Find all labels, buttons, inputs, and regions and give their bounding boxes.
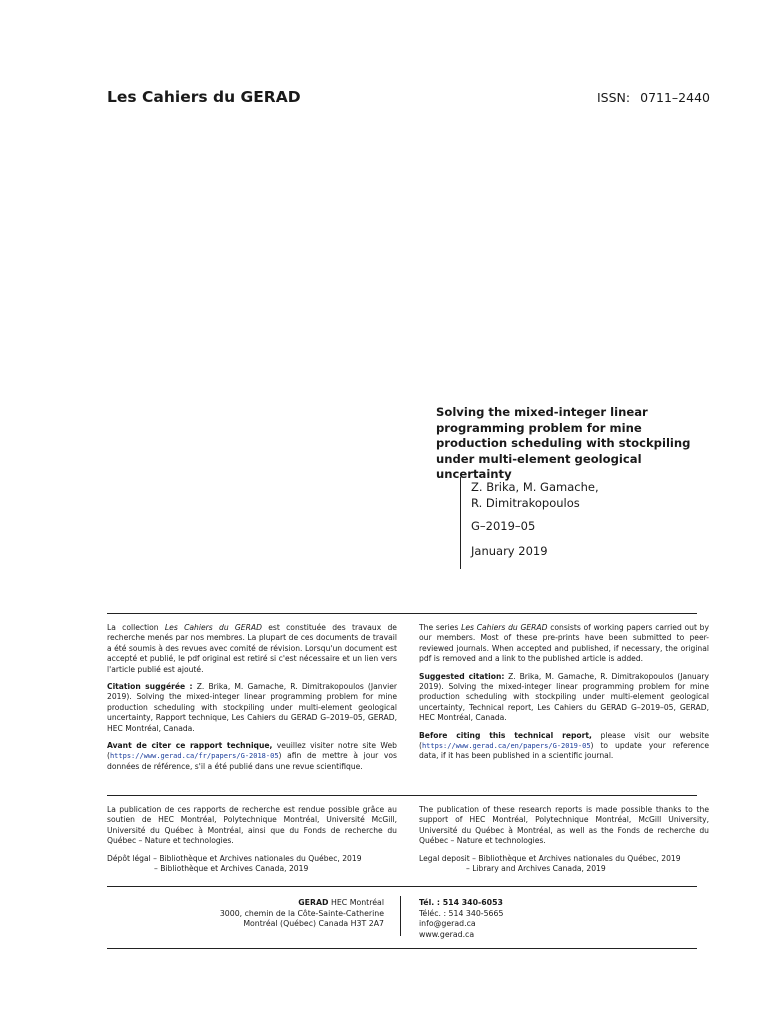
authors-line-1: Z. Brika, M. Gamache, — [471, 480, 599, 494]
french-intro: La collection Les Cahiers du GERAD est constituée des travaux de recherche menés par nos membres. La plupart de ces documents de travail a été soumis à des revues avec comité de révision. Lorsqu'un document est accepté et publié, le pdf original est retiré si c'est nécessaire et un lien vers l'article publié est ajouté. — [107, 623, 397, 674]
english-before-citing: Before citing this technical report, please visit our website (https://www.gerad.ca/en/papers/G-2019-05) to update your reference data, if it has been published in a scientific journal. — [419, 730, 709, 761]
divider-top — [107, 613, 697, 614]
english-series-name: Les Cahiers du GERAD — [461, 623, 548, 632]
paper-title: Solving the mixed-integer linear programming problem for mine production scheduling with stockpiling under multi-element geological uncertainty — [436, 405, 691, 482]
english-notice — [419, 623, 709, 769]
issn-value: 0711–2440 — [640, 90, 710, 105]
french-legal-deposit: Dépôt légal – Bibliothèque et Archives nationales du Québec, 2019 – Bibliothèque et Archives Canada, 2019 — [107, 853, 362, 874]
french-funding-block — [107, 805, 397, 881]
contact-phone: Tél. : 514 340-6053 — [419, 898, 503, 907]
french-citation-label: Citation suggérée : — [107, 682, 193, 692]
english-paper-link[interactable]: https://www.gerad.ca/en/papers/G-2019-05 — [421, 742, 591, 751]
address-divider — [400, 896, 401, 936]
report-date: January 2019 — [471, 543, 548, 558]
series-title: Les Cahiers du GERAD — [107, 88, 301, 106]
address-org: GERAD HEC Montréal — [298, 898, 384, 907]
issn — [597, 90, 710, 105]
divider-bottom — [107, 886, 697, 887]
address-city: Montréal (Québec) Canada H3T 2A7 — [243, 919, 384, 928]
english-before-label: Before citing this technical report, — [419, 730, 592, 740]
french-funding: La publication de ces rapports de recherche est rendue possible grâce au soutien de HEC Montréal, Polytechnique Montréal, Université McGill, Université du Québec à Montréal, ainsi que du Fonds de recherche du Québec – Nature et technologies. — [107, 805, 397, 846]
authors-line-2: R. Dimitrakopoulos — [471, 495, 580, 510]
contact-info — [419, 898, 619, 940]
french-before-citing: Avant de citer ce rapport technique, veuillez visiter notre site Web (https://www.gerad.ca/fr/papers/G-2018-05) afin de mettre à jour vos données de référence, s'il a été publié dans une revue scientifique. — [107, 741, 397, 771]
contact-email[interactable]: info@gerad.ca — [419, 919, 476, 928]
issn-label: ISSN: — [597, 90, 631, 105]
english-intro: The series Les Cahiers du GERAD consists of working papers carried out by our members. Most of these pre-prints have been submitted to peer-reviewed journals. When accepted and published, if necessary, the original pdf is removed and a link to the published article is added. — [419, 623, 709, 664]
french-paper-link[interactable]: https://www.gerad.ca/fr/papers/G-2018-05 — [109, 752, 279, 761]
english-funding-block — [419, 805, 709, 881]
contact-fax: Téléc. : 514 340-5665 — [419, 908, 504, 918]
address-street: 3000, chemin de la Côte-Sainte-Catherine — [219, 908, 384, 918]
divider-middle — [107, 795, 697, 796]
english-citation-label: Suggested citation: — [419, 671, 505, 681]
report-number: G–2019–05 — [471, 519, 536, 533]
paper-meta — [460, 477, 711, 569]
divider-footer — [107, 948, 697, 949]
english-citation: Suggested citation: Z. Brika, M. Gamache, R. Dimitrakopoulos (January 2019). Solving the mixed-integer linear programming problem for mine production scheduling with stockpiling under multi-element geological uncertainty, Technical report, Les Cahiers du GERAD G–2019–05, GERAD, HEC Montréal, Canada. — [419, 671, 709, 723]
french-series-name: Les Cahiers du GERAD — [164, 623, 262, 632]
french-citation: Citation suggérée : Z. Brika, M. Gamache, R. Dimitrakopoulos (Janvier 2019). Solving the mixed-integer linear programming problem for mine production scheduling with stockpiling under multi-element geological uncertainty, Rapport technique, Les Cahiers du GERAD G–2019–05, GERAD, HEC Montréal, Canada. — [107, 682, 398, 733]
french-before-label: Avant de citer ce rapport technique, — [107, 741, 273, 751]
postal-address — [150, 898, 384, 930]
french-notice — [107, 623, 397, 779]
contact-website[interactable]: www.gerad.ca — [419, 929, 475, 939]
english-legal-deposit: Legal deposit – Bibliothèque et Archives nationales du Québec, 2019 – Library and Archives Canada, 2019 — [419, 853, 681, 874]
english-funding: The publication of these research reports is made possible thanks to the support of HEC Montréal, Polytechnique Montréal, McGill University, Université du Québec à Montréal, as well as the Fonds de recherche du Québec – Nature et technologies. — [419, 805, 709, 846]
